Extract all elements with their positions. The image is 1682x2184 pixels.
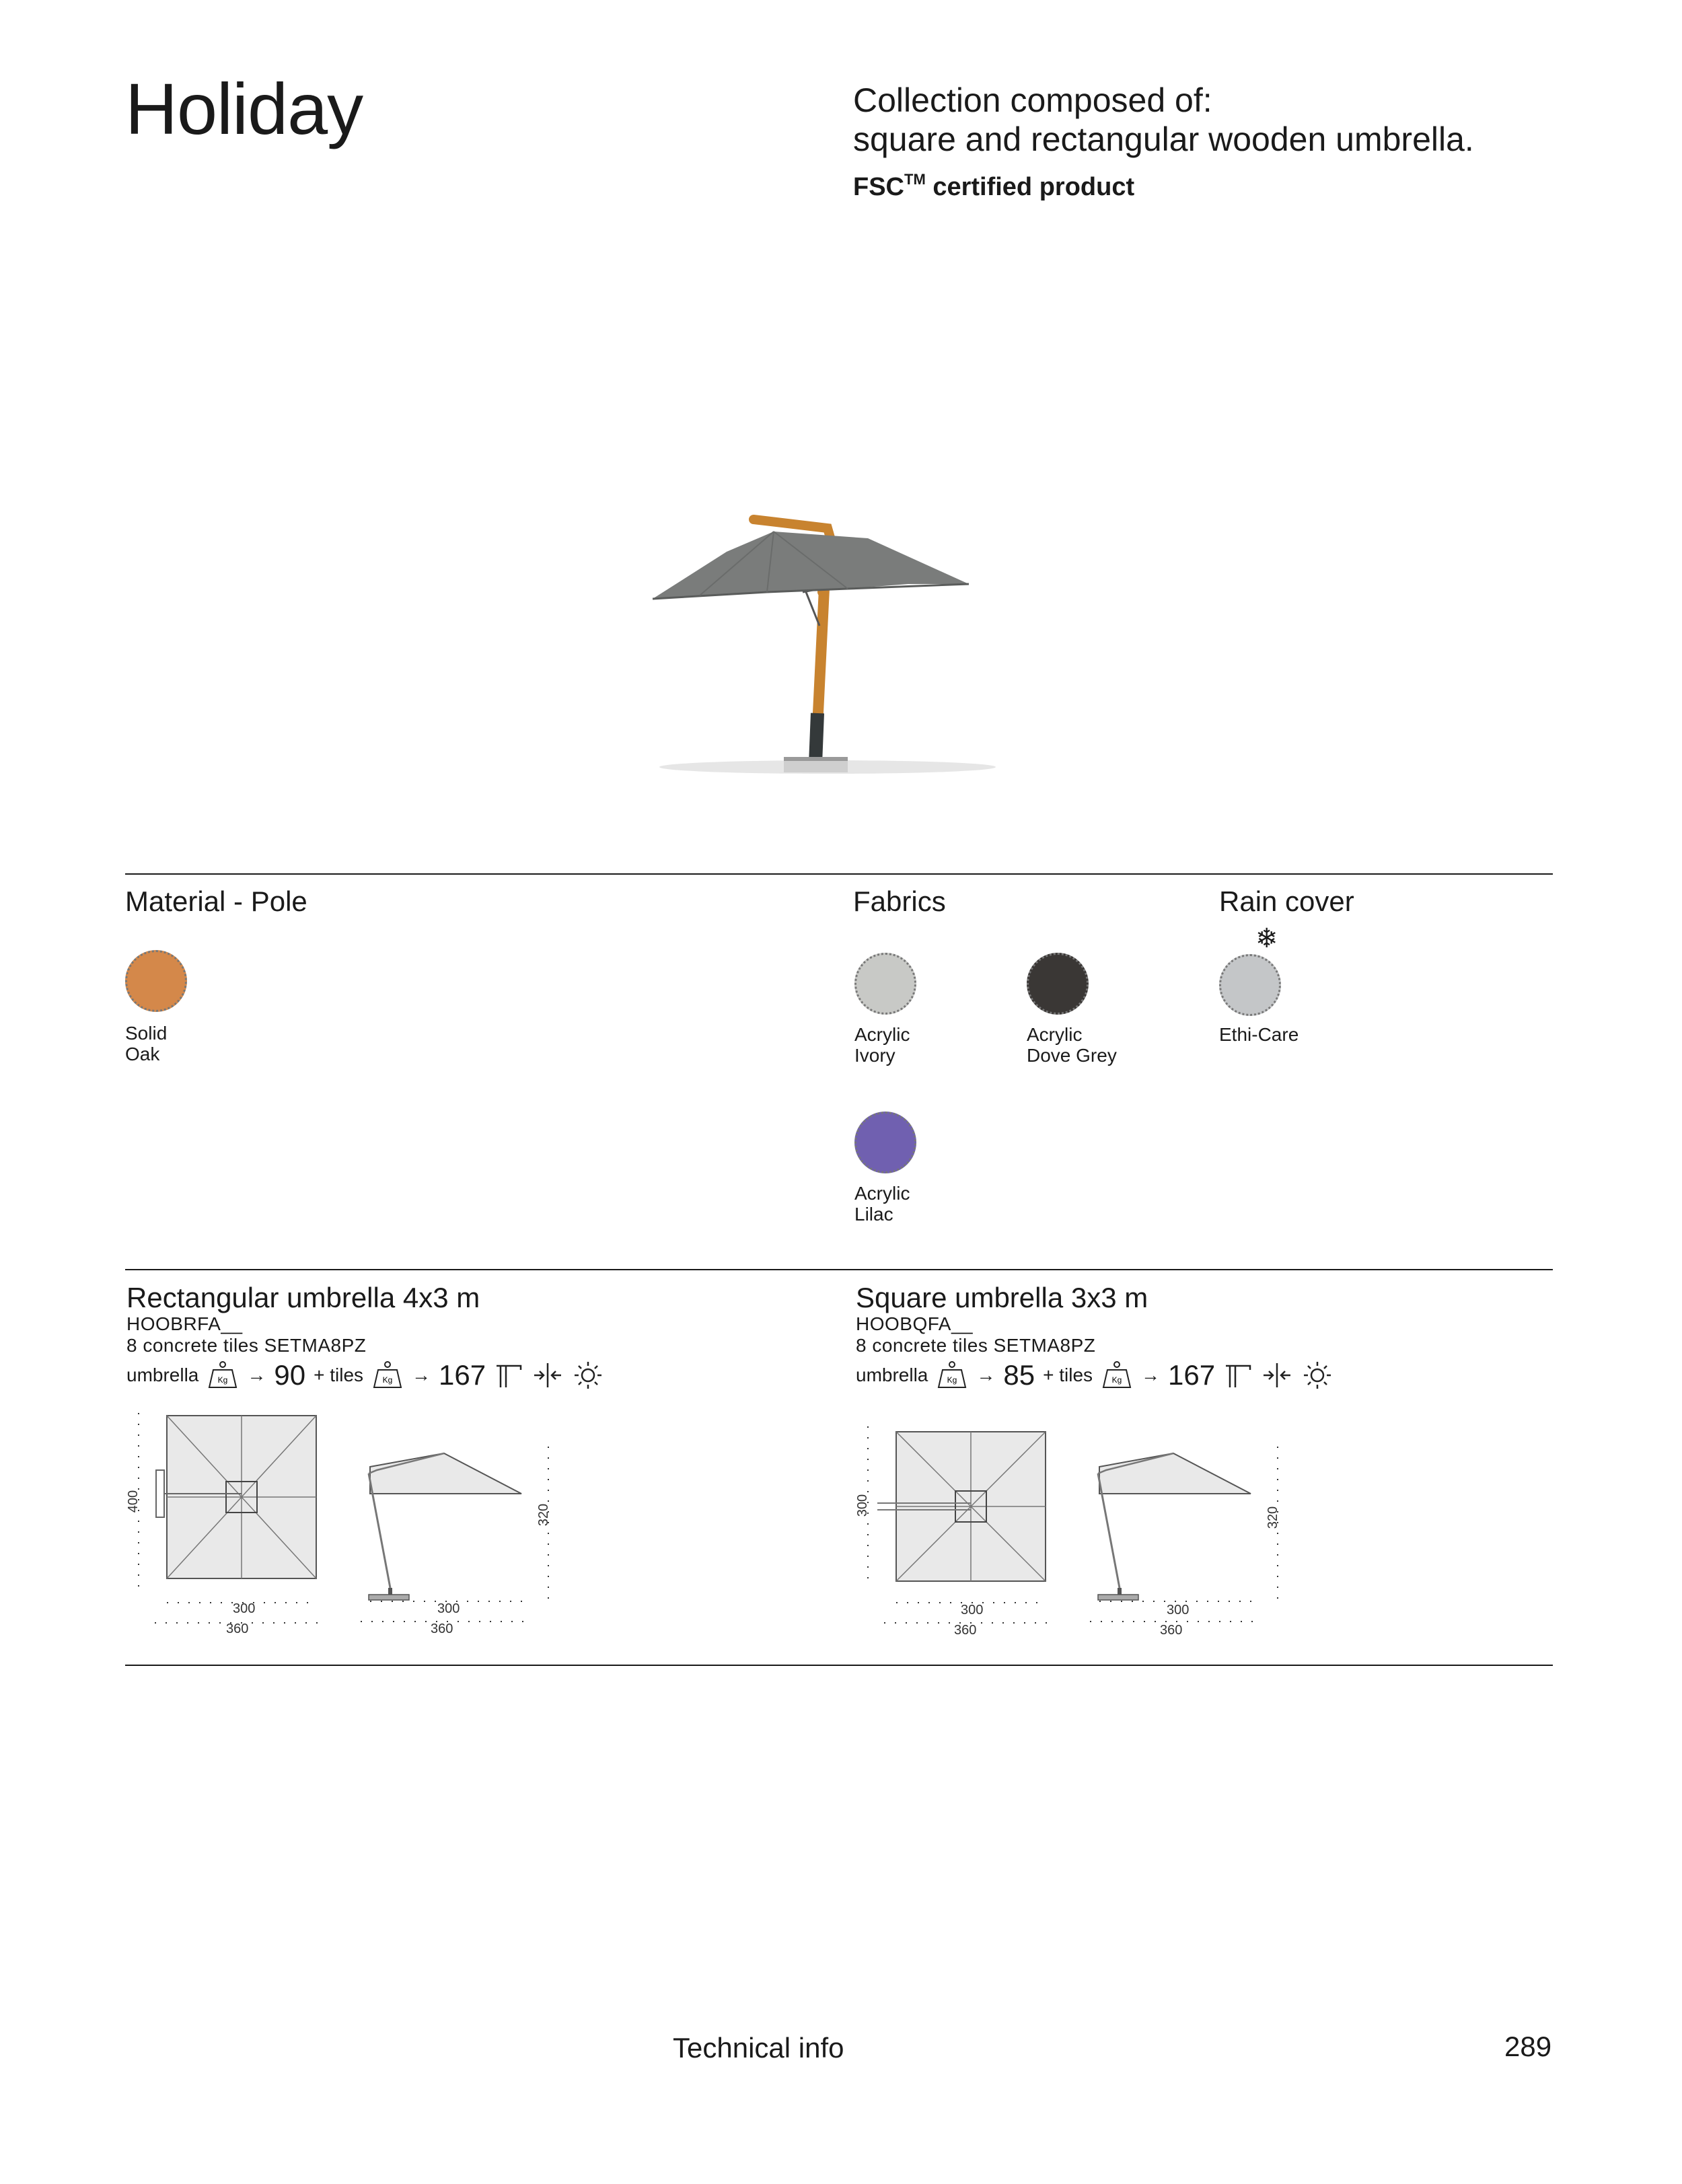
snowflake-icon: ❄ xyxy=(1255,923,1278,954)
kg-label: Kg xyxy=(1111,1375,1122,1385)
swatch-solid-oak xyxy=(125,950,187,1012)
swatch-label-acrylic-dove-grey: Acrylic Dove Grey xyxy=(1027,1024,1117,1066)
dimension-label: 300 xyxy=(855,1494,871,1517)
compact-fold-icon xyxy=(1261,1360,1293,1390)
weight-icon xyxy=(371,1360,404,1390)
swatch-ethi-care xyxy=(1219,954,1281,1016)
kg-label: Kg xyxy=(382,1375,393,1385)
cantilever-umbrella-icon xyxy=(1223,1360,1253,1390)
dimension-label: 320 xyxy=(1266,1506,1281,1529)
product-code: HOOBRFA__ xyxy=(126,1313,243,1334)
rain-cover-heading: Rain cover xyxy=(1219,885,1354,917)
divider xyxy=(125,873,1553,875)
dimension-label: 360 xyxy=(1160,1623,1183,1638)
umbrella-label: umbrella xyxy=(126,1364,199,1385)
footer-section-label: Technical info xyxy=(673,2032,844,2064)
arrow-right-icon: → xyxy=(412,1364,431,1385)
fabrics-heading: Fabrics xyxy=(853,885,946,917)
product-rectangular xyxy=(126,1282,799,1391)
weight-spec xyxy=(856,1359,1529,1391)
material-pole-heading: Material - Pole xyxy=(125,885,307,917)
page-title: Holiday xyxy=(125,68,363,149)
cantilever-umbrella-icon xyxy=(494,1360,523,1390)
dimension-label: 360 xyxy=(226,1622,249,1636)
page-number: 289 xyxy=(1504,2031,1552,2062)
tiles-weight: 167 xyxy=(1168,1359,1216,1391)
tiles-label: + tiles xyxy=(314,1364,364,1385)
swatch-label-ethi-care: Ethi-Care xyxy=(1219,1024,1299,1045)
tiles-label: + tiles xyxy=(1043,1364,1093,1385)
fsc-suffix: certified product xyxy=(925,173,1135,201)
product-tiles: 8 concrete tiles SETMA8PZ xyxy=(126,1335,367,1356)
umbrella-product-image xyxy=(646,498,1009,780)
collection-line-1: Collection composed of: xyxy=(853,81,1212,119)
collection-description xyxy=(853,81,1474,159)
swatch-acrylic-ivory xyxy=(854,953,916,1015)
fsc-prefix: FSC xyxy=(853,173,904,201)
weight-spec xyxy=(126,1359,799,1391)
compact-fold-icon xyxy=(532,1360,564,1390)
umbrella-weight: 85 xyxy=(1003,1359,1035,1391)
kg-label: Kg xyxy=(218,1375,228,1385)
product-square xyxy=(856,1282,1529,1391)
weight-icon xyxy=(207,1360,239,1390)
square-umbrella-plan-drawing xyxy=(850,1420,1052,1642)
sun-icon xyxy=(1301,1360,1333,1390)
kg-label: Kg xyxy=(947,1375,957,1385)
dimension-label: 300 xyxy=(437,1601,460,1616)
arrow-right-icon: → xyxy=(1141,1364,1161,1385)
product-code: HOOBQFA__ xyxy=(856,1313,974,1334)
arrow-right-icon: → xyxy=(976,1364,996,1385)
fsc-tm: TM xyxy=(904,171,926,188)
arrow-right-icon: → xyxy=(247,1364,266,1385)
dimension-label: 300 xyxy=(233,1601,256,1616)
swatch-label-acrylic-lilac: Acrylic Lilac xyxy=(854,1183,910,1225)
dimension-label: 320 xyxy=(536,1503,552,1527)
dimension-label: 360 xyxy=(431,1622,453,1636)
dimension-label: 300 xyxy=(1167,1603,1190,1617)
rectangular-umbrella-plan-drawing xyxy=(121,1406,323,1635)
swatch-label-solid-oak: Solid Oak xyxy=(125,1023,168,1064)
dimension-label: 400 xyxy=(126,1490,141,1513)
product-title: Square umbrella 3x3 m xyxy=(856,1282,1148,1313)
divider xyxy=(125,1665,1553,1666)
divider xyxy=(125,1269,1553,1270)
product-tiles: 8 concrete tiles SETMA8PZ xyxy=(856,1335,1096,1356)
weight-icon xyxy=(1101,1360,1133,1390)
swatch-label-acrylic-ivory: Acrylic Ivory xyxy=(854,1024,910,1066)
product-title: Rectangular umbrella 4x3 m xyxy=(126,1282,480,1313)
weight-icon xyxy=(936,1360,968,1390)
swatch-acrylic-dove-grey xyxy=(1027,953,1089,1015)
dimension-label: 300 xyxy=(961,1603,984,1617)
sun-icon xyxy=(572,1360,604,1390)
fsc-certification xyxy=(853,171,1134,202)
tiles-weight: 167 xyxy=(439,1359,486,1391)
swatch-acrylic-lilac xyxy=(854,1112,916,1173)
umbrella-label: umbrella xyxy=(856,1364,928,1385)
collection-line-2: square and rectangular wooden umbrella. xyxy=(853,120,1474,158)
umbrella-weight: 90 xyxy=(274,1359,306,1391)
dimension-label: 360 xyxy=(954,1623,977,1638)
